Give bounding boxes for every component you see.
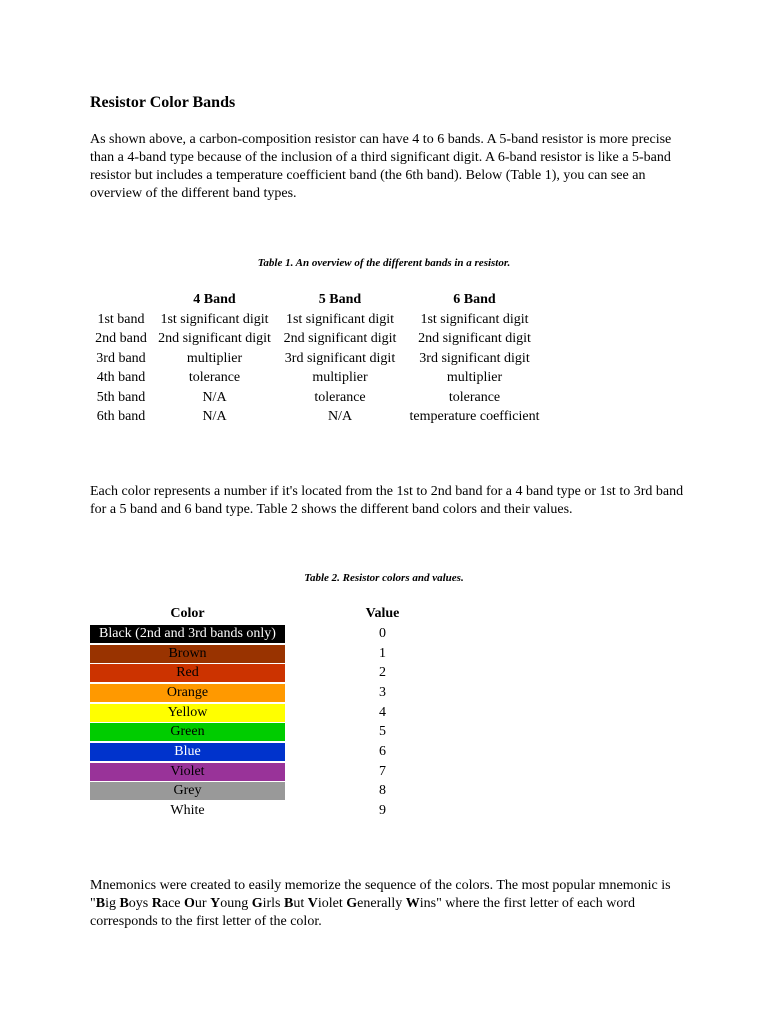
table-cell: 1st significant digit xyxy=(285,311,395,327)
mnemonic-prefix: Mnemonics were created to easily memorize the sequence of the colors. The most popular mnemonic is " xyxy=(90,878,671,911)
table1-caption: Table 1. An overview of the different bands in a resistor. xyxy=(257,257,511,269)
value-cell: 4 xyxy=(379,704,386,720)
table-header-cell: Color xyxy=(170,606,205,621)
mnemonic-paragraph xyxy=(90,877,690,931)
mnemonic-initial: B xyxy=(284,896,294,911)
mnemonic-word xyxy=(406,896,436,911)
table-row xyxy=(90,330,546,350)
color-table-body xyxy=(90,624,480,821)
mnemonic-word xyxy=(252,896,281,911)
table-cell: 2nd significant digit xyxy=(418,331,531,347)
table-row xyxy=(90,801,480,821)
table-cell: 2nd significant digit xyxy=(158,331,271,347)
table-row xyxy=(90,782,480,802)
mnemonic-initial: R xyxy=(151,896,162,911)
mnemonic-word xyxy=(96,896,116,911)
mnemonic-word xyxy=(308,896,343,911)
color-swatch: Orange xyxy=(90,684,285,702)
mnemonic-initial: B xyxy=(95,896,106,911)
mnemonic-word xyxy=(284,896,304,911)
mnemonic-word xyxy=(119,896,148,911)
value-cell: 0 xyxy=(379,625,386,641)
color-swatch: Red xyxy=(90,664,285,682)
value-cell: 3 xyxy=(379,684,386,700)
table-row xyxy=(90,683,480,703)
mnemonic-rest: ins xyxy=(419,896,437,911)
mnemonic-initial: G xyxy=(251,896,263,911)
middle-paragraph: Each color represents a number if it's located from the 1st to 2nd band for a 4 band type or 1st to 3rd band for a 5 band and 6 band type. Table 2 shows the different band colors and their values. xyxy=(90,484,684,517)
mnemonic-rest: ur xyxy=(194,896,207,911)
table-row xyxy=(90,742,480,762)
table-cell: multiplier xyxy=(446,370,503,386)
page-title: Resistor Color Bands xyxy=(90,94,236,111)
color-cell xyxy=(90,722,285,742)
value-cell: 6 xyxy=(379,743,386,759)
mnemonic-initial: B xyxy=(119,896,129,911)
mnemonic-rest: oung xyxy=(220,896,249,911)
color-swatch: White xyxy=(90,802,285,820)
table-cell: multiplier xyxy=(312,370,368,386)
table-header-cell: Value xyxy=(365,606,400,621)
color-cell xyxy=(90,663,285,683)
value-cell: 2 xyxy=(379,665,386,681)
mnemonic-word xyxy=(152,896,181,911)
mnemonic-rest: enerally xyxy=(357,896,403,911)
mnemonic-rest: ace xyxy=(161,896,181,911)
table2-caption: Table 2. Resistor colors and values. xyxy=(304,572,464,584)
table-row xyxy=(90,310,546,330)
table-cell: 1st significant digit xyxy=(160,311,269,327)
color-cell xyxy=(90,801,285,821)
table-row xyxy=(90,388,546,408)
table-cell: 1st band xyxy=(97,311,145,327)
value-cell: 8 xyxy=(379,783,386,799)
table-cell: 6th band xyxy=(96,409,146,425)
table-cell: multiplier xyxy=(186,350,243,366)
value-cell: 7 xyxy=(379,763,386,779)
color-swatch: Violet xyxy=(90,763,285,781)
mnemonic-word xyxy=(346,896,402,911)
table-cell: tolerance xyxy=(188,370,241,386)
color-cell xyxy=(90,742,285,762)
table-header-row xyxy=(90,604,480,624)
table-row xyxy=(90,408,546,428)
table-row xyxy=(90,369,546,389)
color-cell xyxy=(90,782,285,802)
table-row xyxy=(90,624,480,644)
table-cell: 2nd band xyxy=(95,331,147,347)
table-cell: N/A xyxy=(327,409,353,425)
mnemonic-initial: O xyxy=(184,896,195,911)
color-swatch: Green xyxy=(90,723,285,741)
table-cell: 2nd significant digit xyxy=(283,331,397,347)
table-header-cell: 6 Band xyxy=(453,292,496,307)
color-cell xyxy=(90,762,285,782)
color-cell xyxy=(90,624,285,644)
table-cell: 1st significant digit xyxy=(420,311,529,327)
band-types-table xyxy=(90,290,546,427)
mnemonic-rest: oys xyxy=(128,896,149,911)
table-cell: 5th band xyxy=(96,389,146,405)
table-cell: N/A xyxy=(202,389,227,405)
color-cell xyxy=(90,703,285,723)
mnemonic-suffix: " where the first letter of each word corresponds to the first letter of the color. xyxy=(90,896,635,929)
mnemonic-initial: Y xyxy=(210,896,221,911)
table-row xyxy=(90,663,480,683)
mnemonic-word xyxy=(184,896,207,911)
table-cell: 3rd significant digit xyxy=(284,350,396,366)
table-header-cell: 5 Band xyxy=(318,292,362,307)
table-header-cell xyxy=(90,290,152,310)
mnemonic-rest: ut xyxy=(293,896,305,911)
table-row xyxy=(90,722,480,742)
color-values-table xyxy=(90,604,480,821)
value-cell: 9 xyxy=(379,803,386,819)
table-row xyxy=(90,703,480,723)
table-row xyxy=(90,762,480,782)
mnemonic-phrase xyxy=(96,896,436,911)
value-cell: 5 xyxy=(379,724,386,740)
mnemonic-initial: G xyxy=(346,896,358,911)
mnemonic-initial: V xyxy=(307,896,318,911)
mnemonic-word xyxy=(210,896,248,911)
color-cell xyxy=(90,683,285,703)
color-swatch: Black (2nd and 3rd bands only) xyxy=(90,625,285,643)
table-row xyxy=(90,349,546,369)
table-cell: 3rd significant digit xyxy=(419,350,530,366)
table-cell: tolerance xyxy=(448,389,501,405)
table-header-row xyxy=(90,290,546,310)
color-swatch: Yellow xyxy=(90,704,285,722)
color-swatch: Blue xyxy=(90,743,285,761)
mnemonic-rest: irls xyxy=(262,896,281,911)
mnemonic-rest: iolet xyxy=(317,896,343,911)
table-cell: N/A xyxy=(202,409,227,425)
table-cell: temperature coefficient xyxy=(409,409,540,425)
color-cell xyxy=(90,644,285,664)
mnemonic-rest: ig xyxy=(105,896,116,911)
intro-paragraph: As shown above, a carbon-composition resistor can have 4 to 6 bands. A 5-band resistor is more precise than a 4-band type because of the inclusion of a third significant digit. A 6-band resistor is like a 5-band resistor but includes a temperature coefficient band (the 6th band). Below (Table 1), you can see an overview of the different band types. xyxy=(90,132,672,201)
table-cell: 4th band xyxy=(96,370,146,386)
table-cell: tolerance xyxy=(314,389,366,405)
value-cell: 1 xyxy=(379,645,386,661)
table-row xyxy=(90,644,480,664)
table-cell: 3rd band xyxy=(96,350,146,366)
table-header-cell: 4 Band xyxy=(193,292,236,307)
color-swatch: Grey xyxy=(90,782,285,800)
mnemonic-initial: W xyxy=(405,896,420,911)
color-swatch: Brown xyxy=(90,645,285,663)
